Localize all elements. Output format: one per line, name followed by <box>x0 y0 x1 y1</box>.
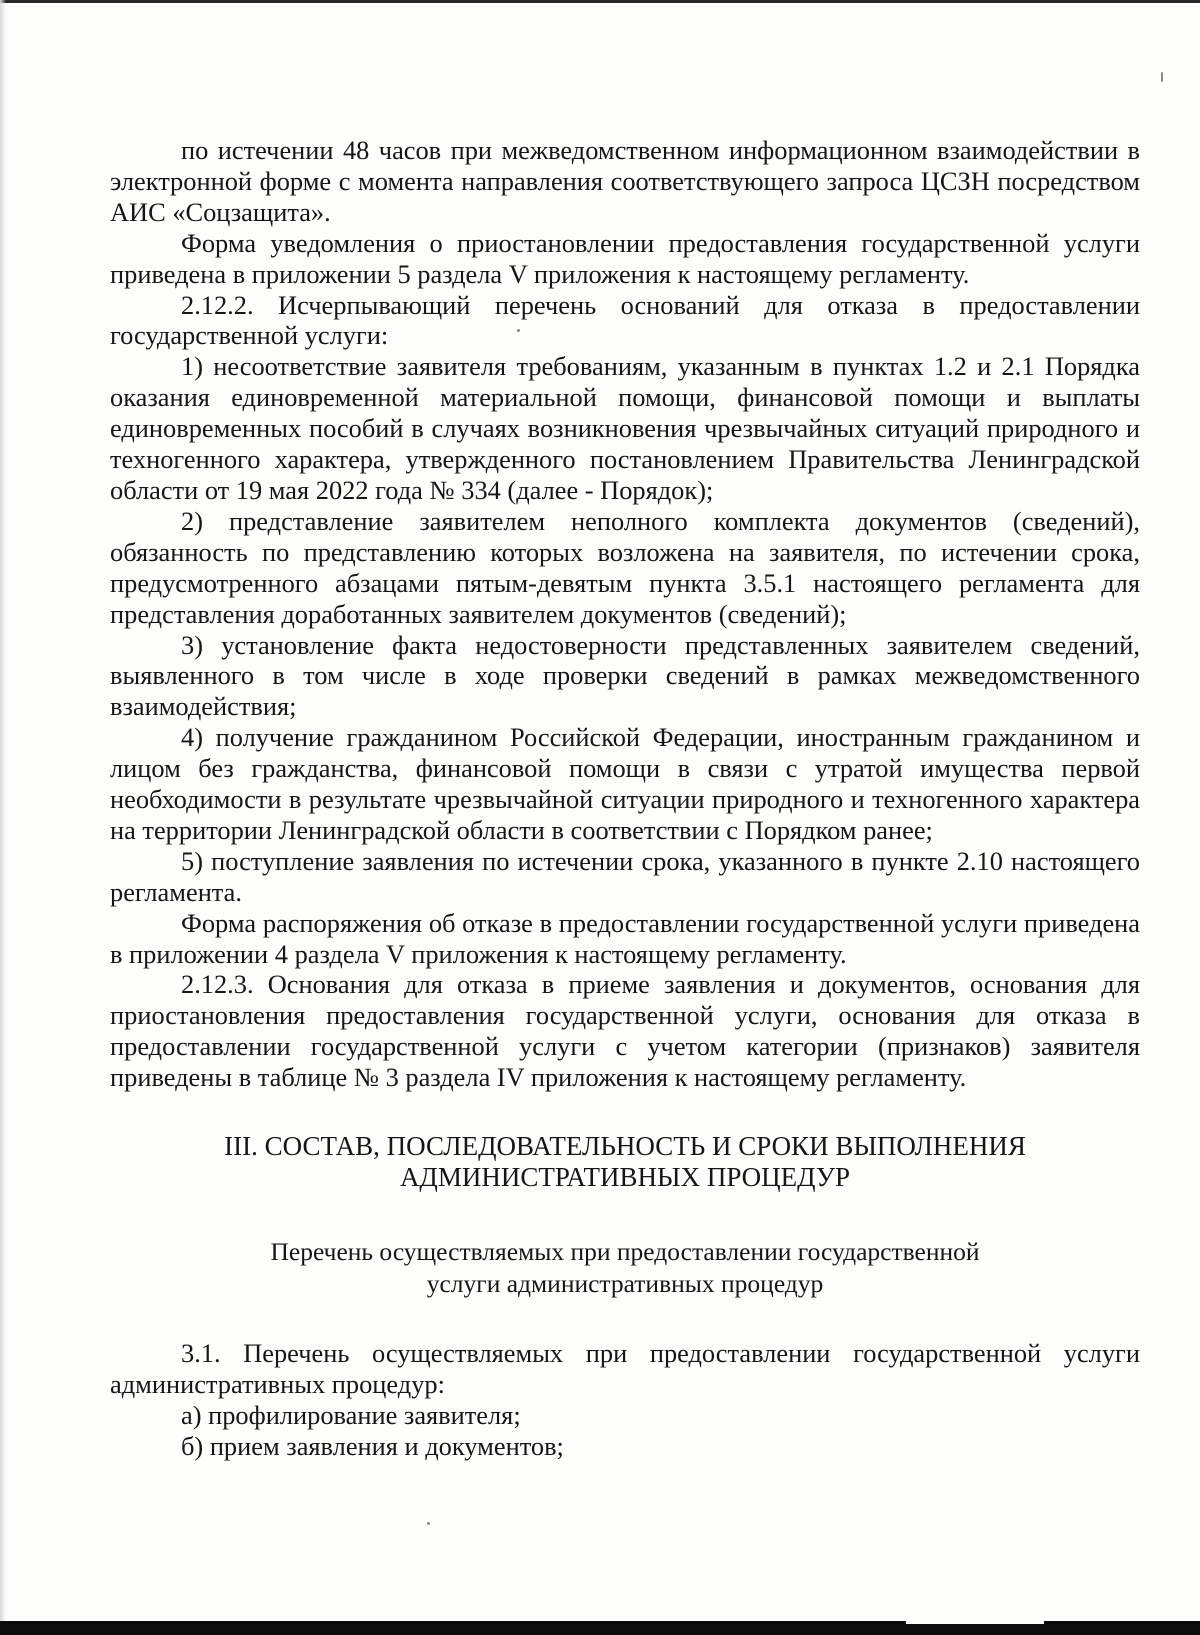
refusal-ground-3: 3) установление факта недостоверности представленных заявителем сведений, выявленного в том числе в ходе проверки сведений в рамках межведомственного взаимодействия; <box>110 629 1140 722</box>
paragraph-2-12-3: 2.12.3. Основания для отказа в приеме заявления и документов, основания для приостановления предоставления государственной услуги, основания для отказа в предоставлении государственной услуги с учетом категории (признаков) заявителя приведены в таблице № 3 раздела IV приложения к настоящему регламенту. <box>110 969 1140 1093</box>
paragraph-suspension-form: Форма уведомления о приостановлении предоставления государственной услуги приведена в приложении 5 раздела V приложения к настоящему регламенту. <box>110 227 1140 289</box>
paragraph-2-12-2: 2.12.2. Исчерпывающий перечень оснований для отказа в предоставлении государственной услуги: <box>110 289 1140 351</box>
refusal-ground-2: 2) представление заявителем неполного комплекта документов (сведений), обязанность по представлению которых возложена на заявителя, по истечении срока, предусмотренного абзацами пятым-девятым пункта 3.5.1 настоящего регламента для представления доработанных заявителем документов (сведений); <box>110 505 1140 629</box>
subsection-heading <box>110 1236 1140 1300</box>
scan-speck <box>1161 72 1163 82</box>
document-body <box>110 135 1140 1462</box>
section-heading <box>110 1131 1140 1193</box>
refusal-ground-5: 5) поступление заявления по истечении срока, указанного в пункте 2.10 настоящего регламента. <box>110 845 1140 907</box>
scan-left-shadow <box>0 0 6 1635</box>
section-heading-line-1: III. СОСТАВ, ПОСЛЕДОВАТЕЛЬНОСТЬ И СРОКИ ВЫПОЛНЕНИЯ <box>224 1131 1026 1162</box>
paragraph-continuation: по истечении 48 часов при межведомственном информационном взаимодействии в электронной форме с момента направления соответствующего запроса ЦСЗН посредством АИС «Соцзащита». <box>110 135 1140 227</box>
refusal-ground-1: 1) несоответствие заявителя требованиям, указанным в пунктах 1.2 и 2.1 Порядка оказания единовременной материальной помощи, финансовой помощи и выплаты единовременных пособий в случаях возникновения чрезвычайных ситуаций природного и техногенного характера, утвержденного постановлением Правительства Ленинградской области от 19 мая 2022 года № 334 (далее - Порядок); <box>110 351 1140 505</box>
refusal-ground-4: 4) получение гражданином Российской Федерации, иностранным гражданином и лицом без гражданства, финансовой помощи в связи с утратой имущества первой необходимости в результате чрезвычайной ситуации природного и техногенного характера на территории Ленинградской области в соответствии с Порядком ранее; <box>110 722 1140 845</box>
subsection-heading-line-2: услуги административных процедур <box>426 1269 824 1299</box>
procedure-item-b: б) прием заявления и документов; <box>181 1430 564 1461</box>
section-heading-line-2: АДМИНИСТРАТИВНЫХ ПРОЦЕДУР <box>399 1162 851 1193</box>
scan-top-edge <box>0 0 1200 3</box>
scan-bottom-edge-gap <box>906 1621 1044 1624</box>
paragraph-3-1: 3.1. Перечень осуществляемых при предоставлении государственной услуги административных процедур: <box>110 1338 1140 1399</box>
subsection-heading-line-1: Перечень осуществляемых при предоставлении государственной <box>270 1237 980 1267</box>
paragraph-refusal-form: Форма распоряжения об отказе в предоставлении государственной услуги приведена в приложении 4 раздела V приложения к настоящему регламенту. <box>110 907 1140 969</box>
scan-speck <box>427 1522 430 1525</box>
procedure-item-a: а) профилирование заявителя; <box>181 1399 521 1430</box>
